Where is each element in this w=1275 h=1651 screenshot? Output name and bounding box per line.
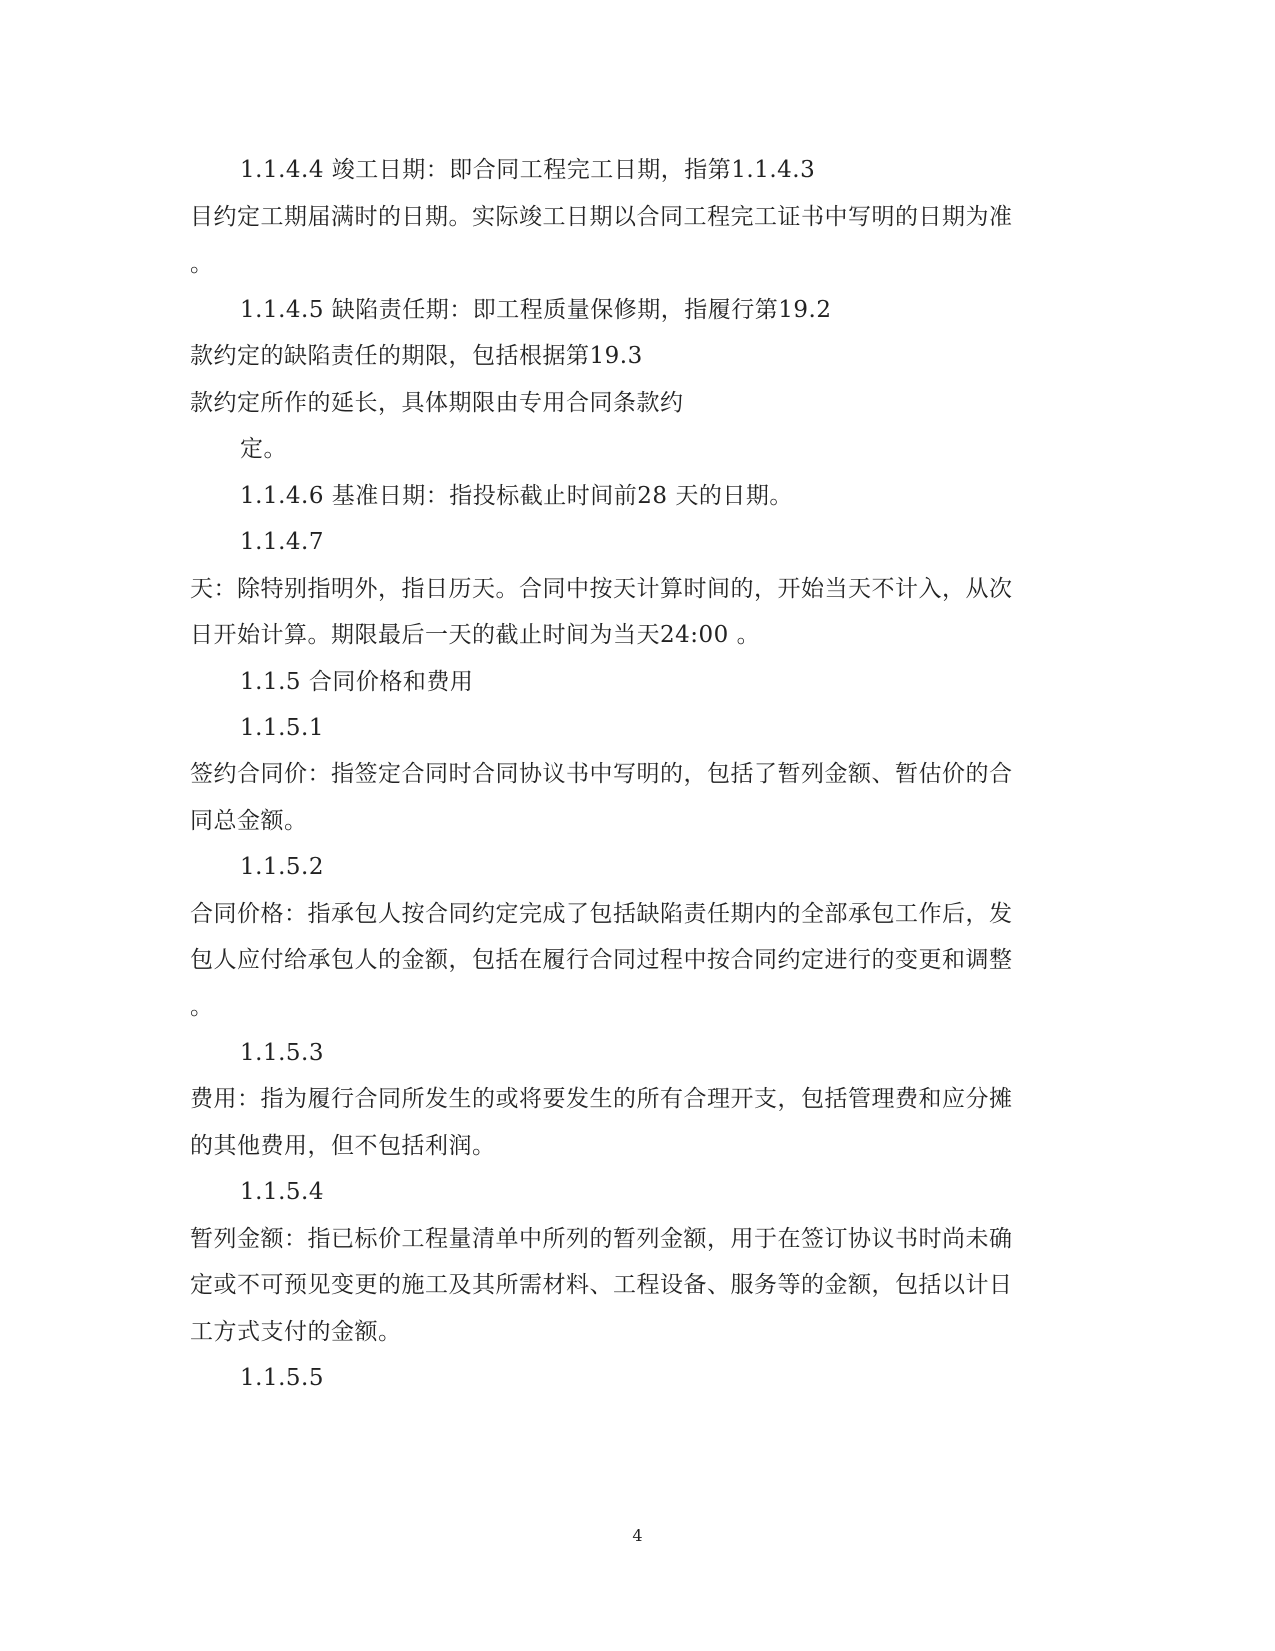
text-line: 合同价格：指承包人按合同约定完成了包括缺陷责任期内的全部承包工作后，发 [190, 901, 1013, 927]
text-line: 1.1.5.5 [240, 1365, 324, 1391]
text-line: 1.1.4.5 缺陷责任期：即工程质量保修期，指履行第19.2 [240, 297, 832, 323]
text-line: 1.1.4.4 竣工日期：即合同工程完工日期，指第1.1.4.3 [240, 157, 816, 183]
page-number: 4 [632, 1526, 643, 1545]
text-line: 款约定的缺陷责任的期限，包括根据第19.3 [190, 343, 643, 369]
text-line: 的其他费用，但不包括利润。 [190, 1133, 496, 1159]
text-line: 天：除特别指明外，指日历天。合同中按天计算时间的，开始当天不计入，从次 [190, 576, 1013, 602]
text-line: 1.1.4.6 基准日期：指投标截止时间前28 天的日期。 [240, 483, 793, 509]
text-line: 。 [190, 994, 214, 1020]
text-line: 1.1.5.3 [240, 1040, 324, 1066]
text-line: 。 [190, 251, 214, 277]
text-line: 工方式支付的金额。 [190, 1319, 402, 1345]
text-line: 签约合同价：指签定合同时合同协议书中写明的，包括了暂列金额、暂估价的合 [190, 761, 1013, 787]
text-line: 1.1.5.1 [240, 715, 324, 741]
text-line: 定或不可预见变更的施工及其所需材料、工程设备、服务等的金额，包括以计日 [190, 1272, 1013, 1298]
text-line: 日开始计算。期限最后一天的截止时间为当天24:00 。 [190, 622, 761, 648]
text-line: 1.1.4.7 [240, 529, 324, 555]
text-line: 暂列金额：指已标价工程量清单中所列的暂列金额，用于在签订协议书时尚未确 [190, 1226, 1013, 1252]
text-line: 定。 [240, 436, 287, 462]
text-line: 费用：指为履行合同所发生的或将要发生的所有合理开支，包括管理费和应分摊 [190, 1086, 1013, 1112]
text-line: 包人应付给承包人的金额，包括在履行合同过程中按合同约定进行的变更和调整 [190, 947, 1013, 973]
text-line: 1.1.5 合同价格和费用 [240, 669, 474, 695]
text-line: 1.1.5.2 [240, 854, 324, 880]
text-line: 款约定所作的延长，具体期限由专用合同条款约 [190, 390, 684, 416]
text-line: 同总金额。 [190, 808, 308, 834]
text-line: 1.1.5.4 [240, 1179, 324, 1205]
text-line: 目约定工期届满时的日期。实际竣工日期以合同工程完工证书中写明的日期为准 [190, 204, 1013, 230]
